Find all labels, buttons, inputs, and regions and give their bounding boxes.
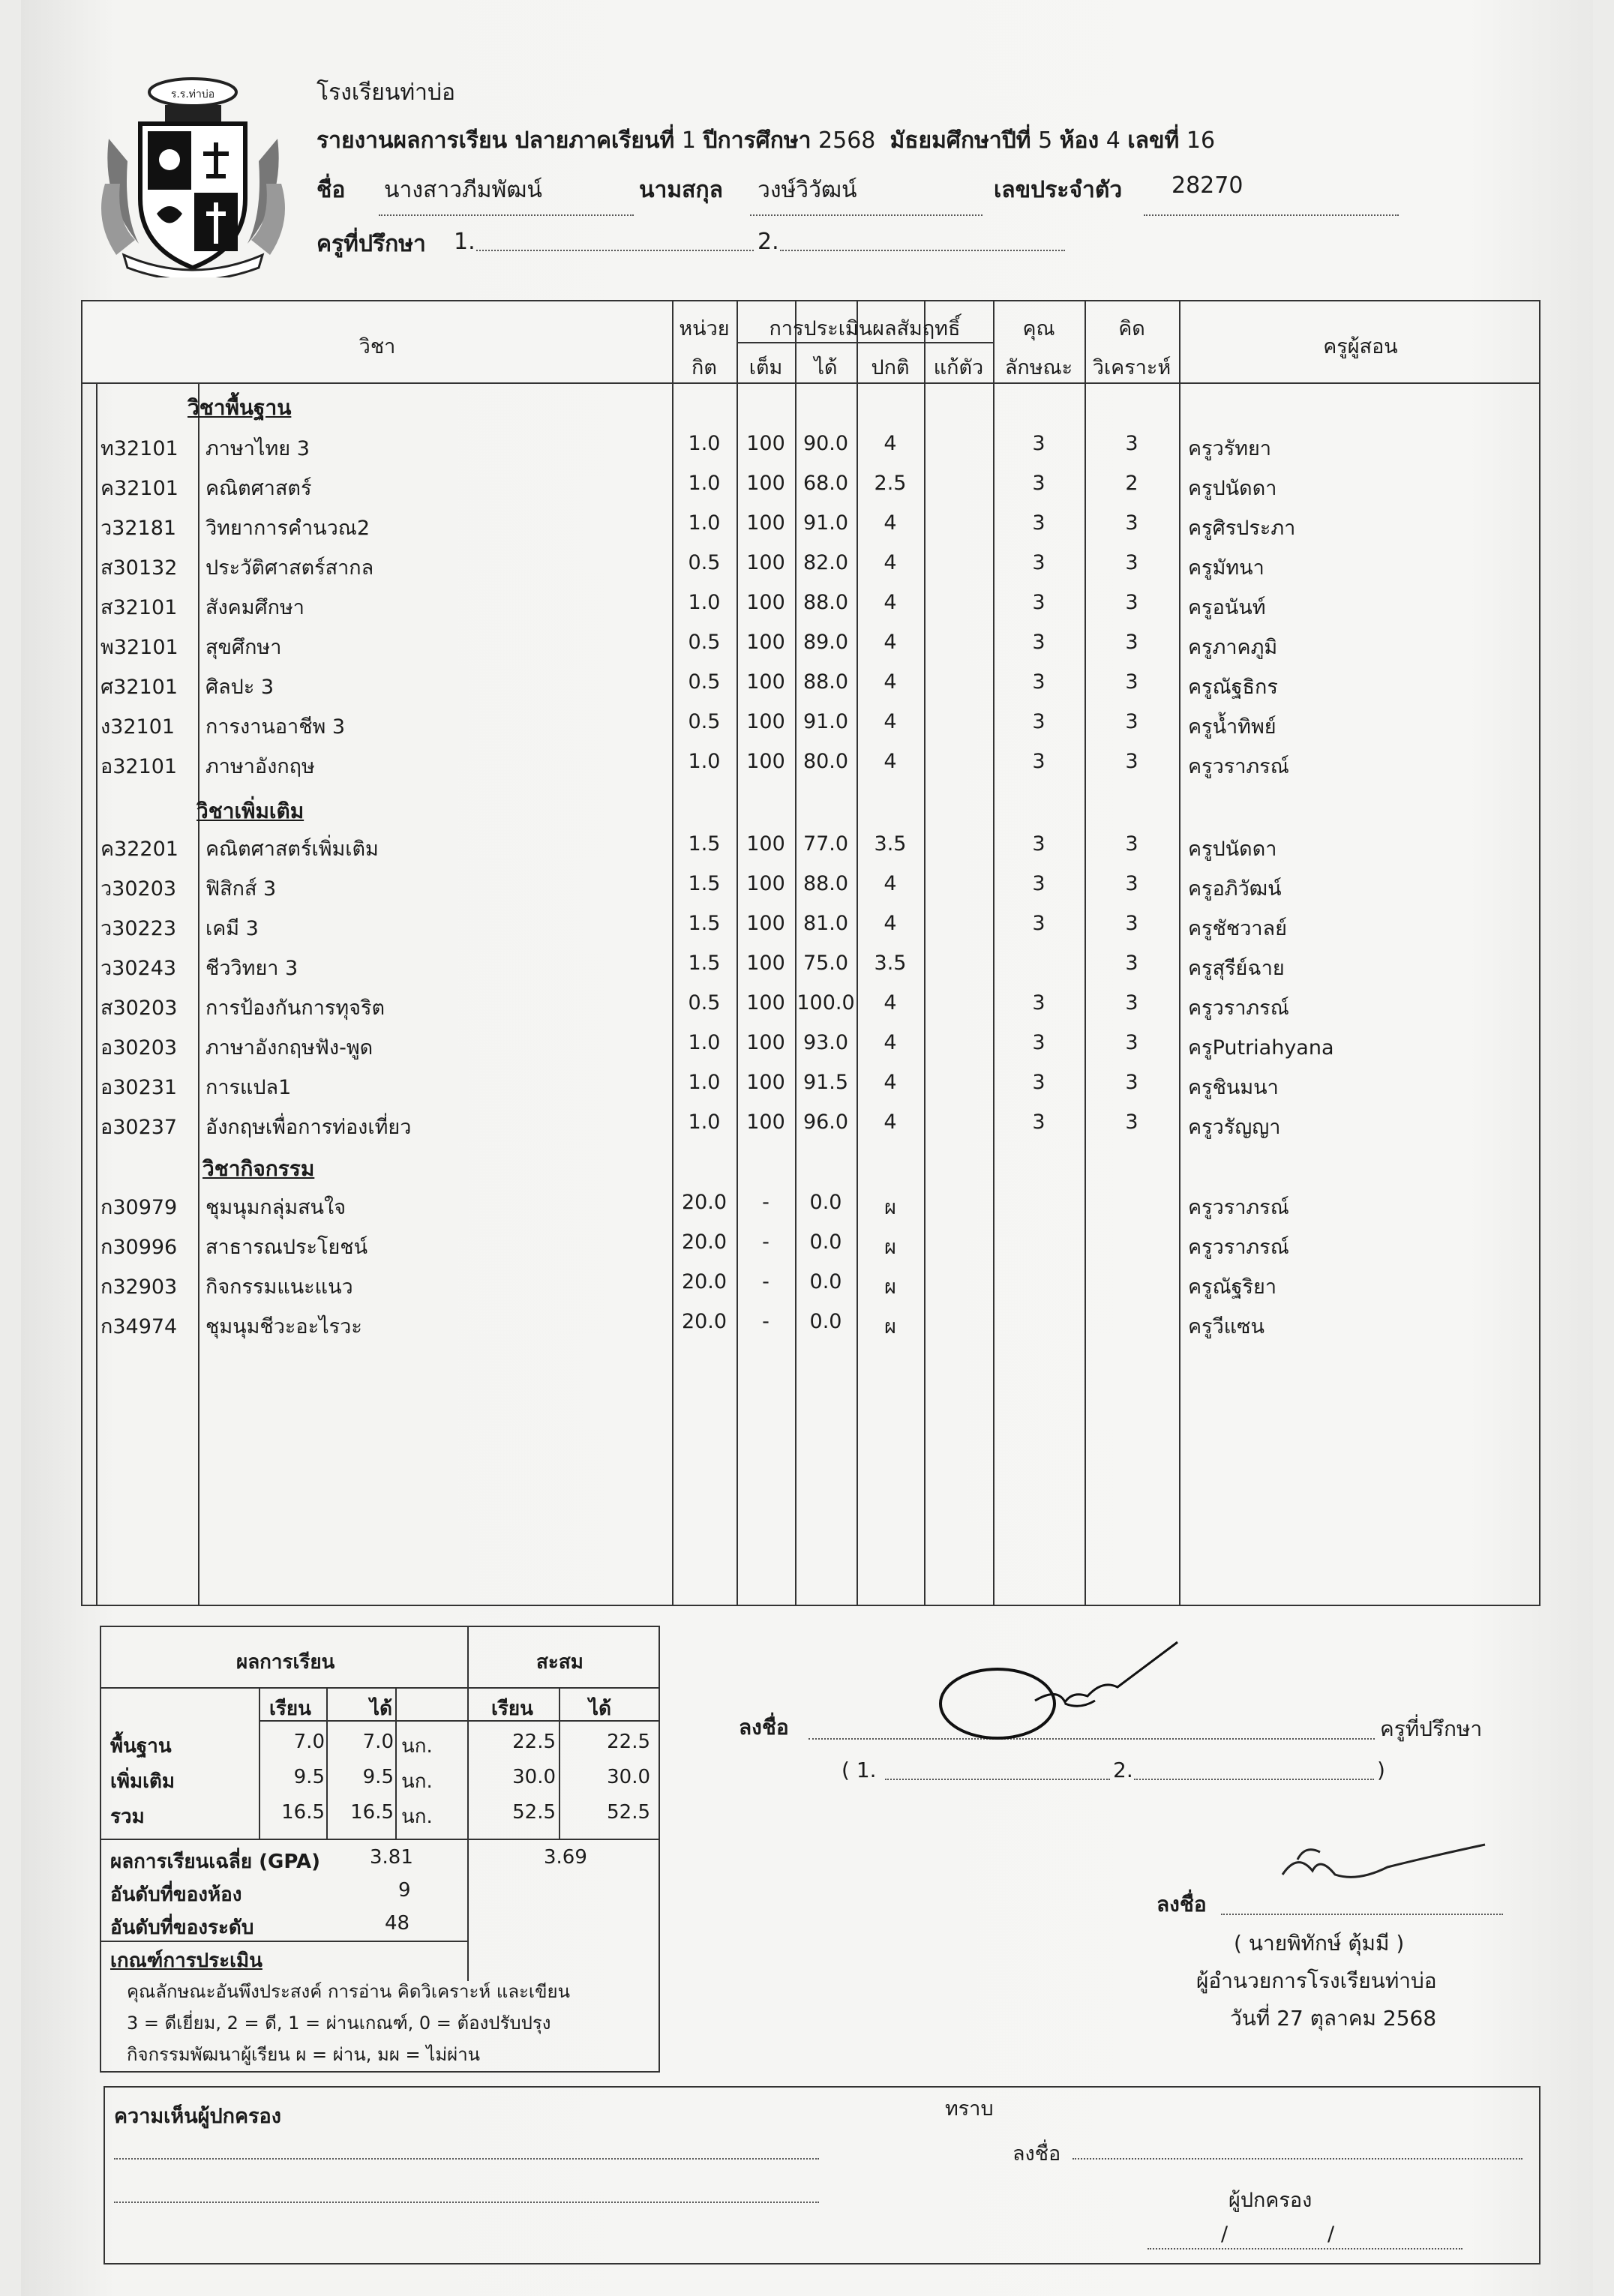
cell-score: 91.0 bbox=[802, 710, 849, 733]
summary-cumulative-header: สะสม bbox=[536, 1651, 584, 1674]
advisor-role: ครูที่ปรึกษา bbox=[1380, 1716, 1483, 1741]
cell-score: 82.0 bbox=[802, 551, 849, 574]
cell-name: ชุมนุมชีวะอะไรวะ bbox=[206, 1315, 362, 1338]
cell-code: ว30243 bbox=[100, 957, 177, 980]
cell-teacher: ครูวีแซน bbox=[1188, 1315, 1264, 1338]
cell-grade: 4 bbox=[884, 1031, 897, 1054]
subject-header: วิชา bbox=[358, 335, 396, 358]
summary-cum-study-label: เรียน bbox=[491, 1698, 533, 1720]
cell-credit: 1.0 bbox=[688, 1071, 721, 1094]
cell-char: 3 bbox=[1032, 710, 1046, 733]
cell-teacher: ครูศิรประภา bbox=[1188, 517, 1296, 540]
parent-role: ผู้ปกครอง bbox=[1228, 2189, 1312, 2212]
summary-cum_study: 52.5 bbox=[512, 1801, 556, 1824]
cell-score: 0.0 bbox=[809, 1310, 842, 1333]
date-sep-1: / bbox=[1221, 2223, 1228, 2246]
report-title bbox=[316, 123, 1215, 158]
summary-cum_got: 30.0 bbox=[607, 1766, 650, 1788]
cell-think: 3 bbox=[1125, 1111, 1138, 1134]
teacher-header: ครูผู้สอน bbox=[1323, 335, 1398, 358]
cell-grade: ผ bbox=[884, 1196, 896, 1219]
year-label: ปีการศึกษา bbox=[703, 127, 812, 154]
advisor-2-label: 2. bbox=[758, 229, 779, 255]
table-row bbox=[82, 826, 1542, 866]
cell-credit: 1.5 bbox=[688, 952, 721, 975]
table-row bbox=[82, 505, 1542, 545]
cell-think: 3 bbox=[1125, 1031, 1138, 1054]
cell-credit: 1.0 bbox=[688, 1031, 721, 1054]
summary-cum_study: 22.5 bbox=[512, 1731, 556, 1753]
advisor-paren-open: ( 1. bbox=[842, 1758, 877, 1782]
cell-think: 3 bbox=[1125, 991, 1138, 1015]
cell-char: 3 bbox=[1032, 1031, 1046, 1054]
cell-code: ค32101 bbox=[100, 477, 178, 500]
summary-unit: นก. bbox=[401, 1770, 433, 1793]
cell-name: ฟิสิกส์ 3 bbox=[206, 877, 277, 901]
cell-score: 90.0 bbox=[802, 432, 849, 455]
cell-score: 0.0 bbox=[809, 1191, 842, 1214]
cell-char: 3 bbox=[1032, 912, 1046, 935]
table-row bbox=[82, 545, 1542, 585]
cell-full: 100 bbox=[746, 511, 785, 535]
gpa-label: ผลการเรียนเฉลี่ย (GPA) bbox=[110, 1851, 321, 1873]
cell-grade: 3.5 bbox=[874, 832, 907, 856]
id-label: เลขประจำตัว bbox=[994, 177, 1123, 203]
cell-code: ศ32101 bbox=[100, 676, 178, 699]
summary-cum_got: 52.5 bbox=[607, 1801, 650, 1824]
table-row bbox=[82, 946, 1542, 985]
section-activity: วิชากิจกรรม bbox=[202, 1156, 315, 1181]
cell-full: 100 bbox=[746, 591, 785, 614]
cell-score: 77.0 bbox=[802, 832, 849, 856]
cell-teacher: ครูPutriahyana bbox=[1188, 1036, 1334, 1060]
cell-teacher: ครูวรัทยา bbox=[1188, 437, 1272, 460]
cell-credit: 0.5 bbox=[688, 710, 721, 733]
summary-cum_got: 22.5 bbox=[607, 1731, 650, 1753]
cell-credit: 1.5 bbox=[688, 872, 721, 895]
cell-credit: 0.5 bbox=[688, 991, 721, 1015]
cell-full: 100 bbox=[746, 631, 785, 654]
director-sign-label: ลงชื่อ bbox=[1156, 1892, 1207, 1917]
cell-full: 100 bbox=[746, 472, 785, 495]
cell-full: - bbox=[762, 1191, 770, 1214]
director-signature bbox=[1268, 1830, 1492, 1912]
cell-full: 100 bbox=[746, 872, 785, 895]
cell-score: 91.0 bbox=[802, 511, 849, 535]
cell-grade: 4 bbox=[884, 631, 897, 654]
cell-score: 88.0 bbox=[802, 872, 849, 895]
cell-score: 91.5 bbox=[802, 1071, 849, 1094]
rank-level-label: อันดับที่ของระดับ bbox=[110, 1917, 254, 1939]
cell-code: ก34974 bbox=[100, 1315, 178, 1338]
table-row bbox=[82, 985, 1542, 1025]
table-row bbox=[82, 866, 1542, 906]
summary-study-label: เรียน bbox=[269, 1698, 311, 1720]
cell-credit: 20.0 bbox=[681, 1230, 728, 1254]
cell-grade: 2.5 bbox=[874, 472, 907, 495]
criteria-line-2: 3 = ดีเยี่ยม, 2 = ดี, 1 = ผ่านเกณฑ์, 0 = ต้องปรับปรุง bbox=[127, 2013, 551, 2034]
cell-grade: ผ bbox=[884, 1315, 896, 1338]
advisor-1-label: 1. bbox=[454, 229, 476, 255]
gpa-value: 3.81 bbox=[370, 1846, 413, 1869]
table-row bbox=[82, 664, 1542, 704]
summary-study: 9.5 bbox=[293, 1766, 325, 1788]
cell-teacher: ครูอนันท์ bbox=[1188, 596, 1266, 619]
table-row bbox=[82, 585, 1542, 625]
cell-full: 100 bbox=[746, 1071, 785, 1094]
cell-score: 88.0 bbox=[802, 591, 849, 614]
cell-teacher: ครูณัฐริยา bbox=[1188, 1275, 1276, 1299]
report-date: วันที่ 27 ตุลาคม 2568 bbox=[1230, 2006, 1437, 2031]
think-header-2: วิเคราะห์ bbox=[1092, 356, 1172, 379]
cell-code: ว30223 bbox=[100, 917, 177, 940]
cell-full: - bbox=[762, 1310, 770, 1333]
cell-full: 100 bbox=[746, 750, 785, 773]
cell-grade: 4 bbox=[884, 591, 897, 614]
cell-score: 81.0 bbox=[802, 912, 849, 935]
cell-code: ก30996 bbox=[100, 1236, 178, 1259]
summary-label: เพิ่มเติม bbox=[110, 1770, 176, 1793]
criteria-line-1: คุณลักษณะอันพึงประสงค์ การอ่าน คิดวิเคราะห์ และเขียน bbox=[127, 1981, 571, 2002]
cell-score: 80.0 bbox=[802, 750, 849, 773]
rank-room-value: 9 bbox=[398, 1879, 411, 1902]
cell-char: 3 bbox=[1032, 551, 1046, 574]
date-sep-2: / bbox=[1328, 2223, 1335, 2246]
cell-think: 3 bbox=[1125, 591, 1138, 614]
table-row bbox=[82, 1105, 1542, 1144]
summary-label: พื้นฐาน bbox=[110, 1735, 172, 1758]
cell-think: 3 bbox=[1125, 710, 1138, 733]
cell-code: ว32181 bbox=[100, 517, 177, 540]
advisor-label: ครูที่ปรึกษา bbox=[316, 231, 426, 257]
table-row bbox=[82, 704, 1542, 744]
number: 16 bbox=[1186, 127, 1216, 154]
cell-full: - bbox=[762, 1230, 770, 1254]
logo-text: ร.ร.ท่าบ่อ bbox=[170, 88, 215, 100]
cell-grade: 4 bbox=[884, 872, 897, 895]
cell-char: 3 bbox=[1032, 432, 1046, 455]
cell-credit: 20.0 bbox=[681, 1270, 728, 1293]
cell-code: ส30203 bbox=[100, 997, 178, 1020]
criteria-title: เกณฑ์การประเมิน bbox=[110, 1950, 262, 1972]
cell-credit: 0.5 bbox=[688, 670, 721, 694]
cell-name: เคมี 3 bbox=[206, 917, 259, 940]
cell-name: สังคมศึกษา bbox=[206, 596, 304, 619]
cell-name: คณิตศาสตร์ bbox=[206, 477, 312, 500]
cell-code: อ30237 bbox=[100, 1116, 178, 1139]
cell-score: 93.0 bbox=[802, 1031, 849, 1054]
cell-name: คณิตศาสตร์เพิ่มเติม bbox=[206, 838, 379, 861]
cell-code: ง32101 bbox=[100, 715, 176, 739]
cell-name: ชุมนุมกลุ่มสนใจ bbox=[206, 1196, 346, 1219]
cell-grade: 3.5 bbox=[874, 952, 907, 975]
summary-result-header: ผลการเรียน bbox=[236, 1651, 335, 1674]
cell-grade: 4 bbox=[884, 511, 897, 535]
summary-label: รวม bbox=[110, 1806, 145, 1828]
summary-unit: นก. bbox=[401, 1806, 433, 1828]
cell-teacher: ครูสุรีย์ฉาย bbox=[1188, 957, 1285, 980]
cell-code: ท32101 bbox=[100, 437, 178, 460]
table-row bbox=[82, 1264, 1542, 1304]
cell-char: 3 bbox=[1032, 1071, 1046, 1094]
cell-credit: 0.5 bbox=[688, 631, 721, 654]
cell-grade: 4 bbox=[884, 991, 897, 1015]
cell-full: 100 bbox=[746, 1031, 785, 1054]
cell-char: 3 bbox=[1032, 631, 1046, 654]
cell-think: 3 bbox=[1125, 872, 1138, 895]
cell-grade: 4 bbox=[884, 710, 897, 733]
cell-full: - bbox=[762, 1270, 770, 1293]
advisor-paren-close: ) bbox=[1377, 1758, 1385, 1782]
cell-name: ภาษาอังกฤษฟัง-พูด bbox=[206, 1036, 374, 1060]
cell-char: 3 bbox=[1032, 591, 1046, 614]
credit-header-2: กิต bbox=[692, 356, 717, 379]
cell-score: 68.0 bbox=[802, 472, 849, 495]
cell-teacher: ครูวราภรณ์ bbox=[1188, 997, 1289, 1020]
cell-credit: 1.5 bbox=[688, 912, 721, 935]
cell-teacher: ครูน้ำทิพย์ bbox=[1188, 715, 1276, 739]
cell-char: 3 bbox=[1032, 1111, 1046, 1134]
cell-credit: 1.0 bbox=[688, 591, 721, 614]
parent-comments-box bbox=[104, 2086, 1540, 2265]
director-name: ( นายพิทักษ์ ตุ้มมี ) bbox=[1234, 1931, 1405, 1956]
cell-full: 100 bbox=[746, 710, 785, 733]
director-role: ผู้อำนวยการโรงเรียนท่าบ่อ bbox=[1196, 1968, 1437, 1993]
table-row bbox=[82, 1065, 1542, 1105]
got-header: ได้ bbox=[814, 356, 838, 379]
ack-label: ทราบ bbox=[945, 2097, 994, 2121]
cell-grade: 4 bbox=[884, 750, 897, 773]
year: 2568 bbox=[818, 127, 876, 154]
cell-think: 3 bbox=[1125, 1071, 1138, 1094]
cell-name: ศิลปะ 3 bbox=[206, 676, 274, 699]
cell-code: ว30203 bbox=[100, 877, 177, 901]
cell-credit: 1.0 bbox=[688, 511, 721, 535]
school-logo bbox=[94, 71, 292, 277]
section-extra: วิชาเพิ่มเติม bbox=[196, 799, 304, 823]
summary-cum_study: 30.0 bbox=[512, 1766, 556, 1788]
cell-full: 100 bbox=[746, 670, 785, 694]
cell-char: 3 bbox=[1032, 750, 1046, 773]
cell-char: 3 bbox=[1032, 472, 1046, 495]
cell-credit: 1.0 bbox=[688, 750, 721, 773]
cell-think: 3 bbox=[1125, 832, 1138, 856]
student-name: นางสาวภีมพัฒน์ bbox=[384, 177, 542, 203]
cell-name: ภาษาอังกฤษ bbox=[206, 755, 315, 778]
cell-teacher: ครูวราภรณ์ bbox=[1188, 1196, 1289, 1219]
student-surname: วงษ์วิวัฒน์ bbox=[758, 177, 857, 203]
cell-credit: 0.5 bbox=[688, 551, 721, 574]
summary-got: 9.5 bbox=[362, 1766, 394, 1788]
credit-header-1: หน่วย bbox=[679, 317, 730, 340]
summary-row bbox=[101, 1726, 660, 1759]
summary-cum-got-label: ได้ bbox=[589, 1698, 611, 1720]
table-row bbox=[82, 1185, 1542, 1224]
cell-think: 3 bbox=[1125, 631, 1138, 654]
cell-credit: 1.0 bbox=[688, 472, 721, 495]
table-row bbox=[82, 744, 1542, 784]
full-header: เต็ม bbox=[748, 356, 783, 379]
cell-name: สาธารณประโยชน์ bbox=[206, 1236, 368, 1259]
cell-full: 100 bbox=[746, 551, 785, 574]
cell-name: อังกฤษเพื่อการท่องเที่ยว bbox=[206, 1116, 412, 1139]
cell-credit: 1.0 bbox=[688, 1111, 721, 1134]
advisor-signature bbox=[922, 1635, 1192, 1740]
cell-grade: ผ bbox=[884, 1275, 896, 1299]
cell-think: 3 bbox=[1125, 670, 1138, 694]
cell-full: 100 bbox=[746, 952, 785, 975]
table-row bbox=[82, 466, 1542, 505]
think-header-1: คิด bbox=[1118, 317, 1145, 340]
cell-full: 100 bbox=[746, 991, 785, 1015]
cell-grade: ผ bbox=[884, 1236, 896, 1259]
cell-name: การงานอาชีพ 3 bbox=[206, 715, 346, 739]
cell-think: 3 bbox=[1125, 551, 1138, 574]
summary-study: 7.0 bbox=[293, 1731, 325, 1753]
cell-teacher: ครูณัฐธิกร bbox=[1188, 676, 1278, 699]
room: 4 bbox=[1106, 127, 1120, 154]
cell-grade: 4 bbox=[884, 432, 897, 455]
cell-char: 3 bbox=[1032, 872, 1046, 895]
table-row bbox=[82, 1025, 1542, 1065]
grade-label: มัธยมศึกษาปีที่ bbox=[890, 127, 1031, 154]
cell-grade: 4 bbox=[884, 551, 897, 574]
cell-score: 88.0 bbox=[802, 670, 849, 694]
cell-name: การป้องกันการทุจริต bbox=[206, 997, 386, 1020]
summary-box bbox=[100, 1626, 660, 2073]
cell-code: ก30979 bbox=[100, 1196, 178, 1219]
cell-credit: 1.0 bbox=[688, 432, 721, 455]
char-header-2: ลักษณะ bbox=[1004, 356, 1073, 379]
grade: 5 bbox=[1038, 127, 1053, 154]
report-title-prefix: รายงานผลการเรียน ปลายภาคเรียนที่ bbox=[316, 127, 675, 154]
cell-code: ส32101 bbox=[100, 596, 178, 619]
cell-teacher: ครูวราภรณ์ bbox=[1188, 755, 1289, 778]
number-label: เลขที่ bbox=[1127, 127, 1180, 154]
room-label: ห้อง bbox=[1059, 127, 1100, 154]
table-row bbox=[82, 1224, 1542, 1264]
summary-unit: นก. bbox=[401, 1735, 433, 1758]
cell-teacher: ครูมัทนา bbox=[1188, 556, 1264, 580]
cell-char: 3 bbox=[1032, 670, 1046, 694]
cell-code: อ30231 bbox=[100, 1076, 178, 1099]
cell-teacher: ครูวราภรณ์ bbox=[1188, 1236, 1289, 1259]
cell-name: วิทยาการคำนวณ2 bbox=[206, 517, 370, 540]
summary-got-label: ได้ bbox=[370, 1698, 392, 1720]
rank-level-value: 48 bbox=[385, 1912, 410, 1935]
cell-teacher: ครูปนัดดา bbox=[1188, 838, 1277, 861]
cell-score: 75.0 bbox=[802, 952, 849, 975]
cell-score: 100.0 bbox=[796, 991, 855, 1015]
cell-grade: 4 bbox=[884, 912, 897, 935]
cell-full: 100 bbox=[746, 832, 785, 856]
criteria-line-3: กิจกรรมพัฒนาผู้เรียน ผ = ผ่าน, มผ = ไม่ผ่าน bbox=[127, 2044, 481, 2065]
cell-think: 3 bbox=[1125, 511, 1138, 535]
cell-char: 3 bbox=[1032, 832, 1046, 856]
cell-teacher: ครูภาคภูมิ bbox=[1188, 636, 1278, 659]
comments-title: ความเห็นผู้ปกครอง bbox=[114, 2105, 281, 2128]
cum-gpa-value: 3.69 bbox=[544, 1846, 587, 1869]
cell-name: ประวัติศาสตร์สากล bbox=[206, 556, 374, 580]
cell-teacher: ครูชัชวาลย์ bbox=[1188, 917, 1287, 940]
advisor-sign-label: ลงชื่อ bbox=[739, 1715, 789, 1740]
cell-code: อ32101 bbox=[100, 755, 178, 778]
cell-full: 100 bbox=[746, 1111, 785, 1134]
grades-table bbox=[81, 300, 1540, 1606]
cell-code: ค32201 bbox=[100, 838, 178, 861]
rank-room-label: อันดับที่ของห้อง bbox=[110, 1884, 242, 1906]
cell-name: ภาษาไทย 3 bbox=[206, 437, 310, 460]
school-name: โรงเรียนท่าบ่อ bbox=[316, 79, 456, 106]
table-row bbox=[82, 625, 1542, 664]
cell-credit: 20.0 bbox=[681, 1310, 728, 1333]
assess-header: การประเมินผลสัมฤทธิ์ bbox=[769, 317, 961, 340]
cell-think: 2 bbox=[1125, 472, 1138, 495]
fix-header: แก้ตัว bbox=[933, 356, 984, 379]
summary-study: 16.5 bbox=[281, 1801, 325, 1824]
cell-think: 3 bbox=[1125, 912, 1138, 935]
summary-got: 16.5 bbox=[350, 1801, 394, 1824]
cell-char: 3 bbox=[1032, 991, 1046, 1015]
summary-got: 7.0 bbox=[362, 1731, 394, 1753]
parent-sign-label: ลงชื่อ bbox=[1012, 2142, 1061, 2166]
normal-header: ปกติ bbox=[871, 356, 910, 379]
cell-code: อ30203 bbox=[100, 1036, 178, 1060]
cell-grade: 4 bbox=[884, 1071, 897, 1094]
cell-credit: 1.5 bbox=[688, 832, 721, 856]
cell-teacher: ครูปนัดดา bbox=[1188, 477, 1277, 500]
cell-score: 96.0 bbox=[802, 1111, 849, 1134]
table-row bbox=[82, 906, 1542, 946]
cell-think: 3 bbox=[1125, 750, 1138, 773]
cell-grade: 4 bbox=[884, 670, 897, 694]
cell-score: 0.0 bbox=[809, 1230, 842, 1254]
cell-code: ส30132 bbox=[100, 556, 178, 580]
table-row bbox=[82, 1304, 1542, 1344]
name-label: ชื่อ bbox=[316, 177, 346, 203]
cell-teacher: ครูอภิวัฒน์ bbox=[1188, 877, 1282, 901]
cell-grade: 4 bbox=[884, 1111, 897, 1134]
cell-teacher: ครูวรัญญา bbox=[1188, 1116, 1281, 1139]
semester: 1 bbox=[681, 127, 696, 154]
table-row bbox=[82, 426, 1542, 466]
cell-name: การแปล1 bbox=[206, 1076, 292, 1099]
cell-code: พ32101 bbox=[100, 636, 178, 659]
cell-full: 100 bbox=[746, 432, 785, 455]
cell-score: 89.0 bbox=[802, 631, 849, 654]
summary-row bbox=[101, 1761, 660, 1794]
student-id: 28270 bbox=[1172, 172, 1244, 199]
cell-think: 3 bbox=[1125, 432, 1138, 455]
cell-credit: 20.0 bbox=[681, 1191, 728, 1214]
advisor-paren-mid: 2. bbox=[1113, 1758, 1133, 1782]
summary-row bbox=[101, 1797, 660, 1830]
cell-code: ก32903 bbox=[100, 1275, 178, 1299]
surname-label: นามสกุล bbox=[639, 177, 723, 203]
section-basic: วิชาพื้นฐาน bbox=[188, 395, 292, 420]
cell-think: 3 bbox=[1125, 952, 1138, 975]
cell-full: 100 bbox=[746, 912, 785, 935]
cell-name: สุขศึกษา bbox=[206, 636, 282, 659]
cell-name: กิจกรรมแนะแนว bbox=[206, 1275, 353, 1299]
cell-name: ชีววิทยา 3 bbox=[206, 957, 298, 980]
char-header-1: คุณ bbox=[1022, 317, 1055, 340]
cell-teacher: ครูชินมนา bbox=[1188, 1076, 1279, 1099]
cell-char: 3 bbox=[1032, 511, 1046, 535]
cell-score: 0.0 bbox=[809, 1270, 842, 1293]
